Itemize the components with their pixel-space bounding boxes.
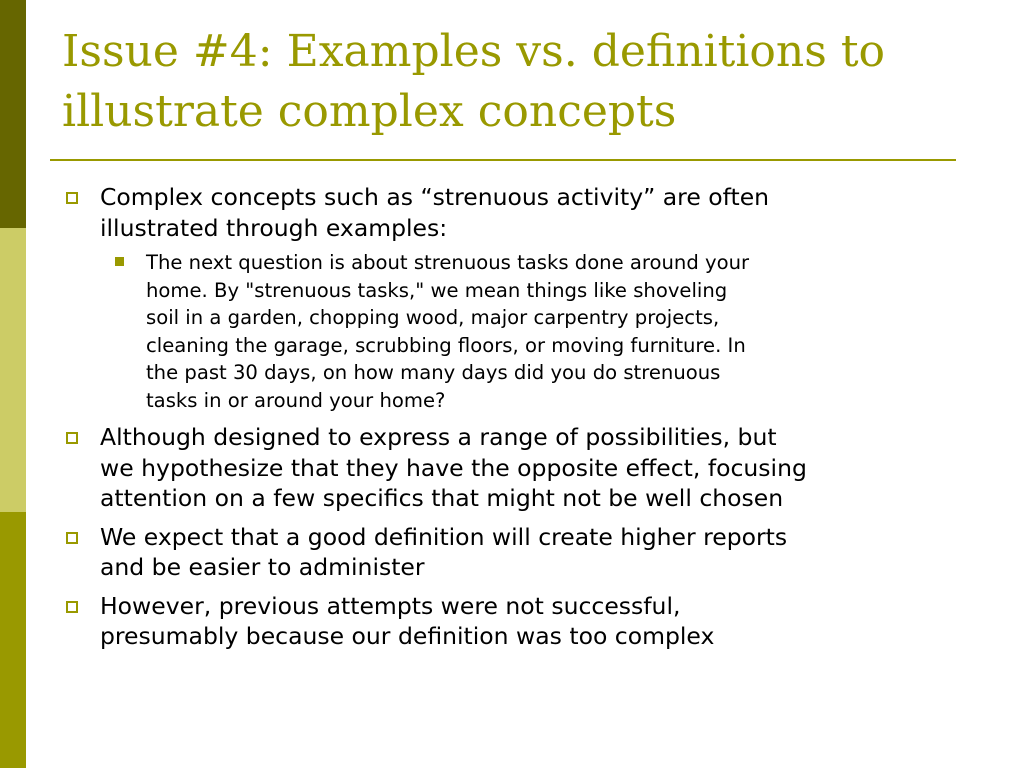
sub-bullet-text-line: home. By "strenuous tasks," we mean things like shoveling	[146, 278, 728, 302]
bullet-item	[62, 182, 962, 414]
bullet-text-line: Although designed to express a range of possibilities, but	[100, 423, 777, 451]
side-bar-segment-bottom	[0, 512, 26, 768]
sub-bullet-text-line: the past 30 days, on how many days did you do strenuous	[146, 361, 721, 384]
bullet-text-line: we hypothesize that they have the opposite effect, focusing	[100, 453, 807, 482]
bullet-text	[100, 591, 962, 652]
filled-square-bullet-icon	[115, 257, 124, 266]
sub-bullet-text-line: tasks in or around your home?	[146, 388, 446, 412]
sub-bullet-list	[100, 249, 962, 414]
sub-bullet-text-line: cleaning the garage, scrubbing floors, or moving furniture. In	[146, 333, 746, 357]
bullet-text-line: illustrated through examples:	[100, 213, 448, 242]
sub-bullet-text	[146, 249, 962, 414]
hollow-square-bullet-icon	[66, 532, 78, 544]
side-color-bar	[0, 0, 26, 768]
bullet-text-line: attention on a few specifics that might not be well chosen	[100, 484, 784, 512]
bullet-item	[62, 422, 962, 514]
bullet-text-line: and be easier to administer	[100, 553, 425, 581]
side-bar-segment-middle	[0, 228, 26, 512]
bullet-text-line: Complex concepts such as “strenuous activity” are often	[100, 183, 770, 211]
title-divider	[50, 159, 956, 161]
bullet-text	[100, 522, 962, 583]
bullet-item	[62, 591, 962, 652]
bullet-text	[100, 182, 962, 243]
slide-title	[62, 22, 982, 142]
bullet-text-line: However, previous attempts were not successful,	[100, 591, 681, 620]
bullet-text-line: presumably because our definition was too complex	[100, 622, 715, 650]
bullet-list	[62, 182, 962, 660]
sub-bullet-item	[100, 249, 962, 414]
side-bar-segment-top	[0, 0, 26, 228]
slide-title-line: illustrate complex concepts	[62, 86, 677, 137]
sub-bullet-text-line: soil in a garden, chopping wood, major carpentry projects,	[146, 306, 720, 329]
hollow-square-bullet-icon	[66, 432, 78, 444]
bullet-item	[62, 522, 962, 583]
hollow-square-bullet-icon	[66, 192, 78, 204]
bullet-text-line: We expect that a good definition will create higher reports	[100, 522, 788, 551]
bullet-text	[100, 422, 962, 514]
sub-bullet-text-line: The next question is about strenuous tasks done around your	[146, 251, 750, 274]
hollow-square-bullet-icon	[66, 601, 78, 613]
slide-title-line: Issue #4: Examples vs. definitions to	[62, 26, 886, 77]
